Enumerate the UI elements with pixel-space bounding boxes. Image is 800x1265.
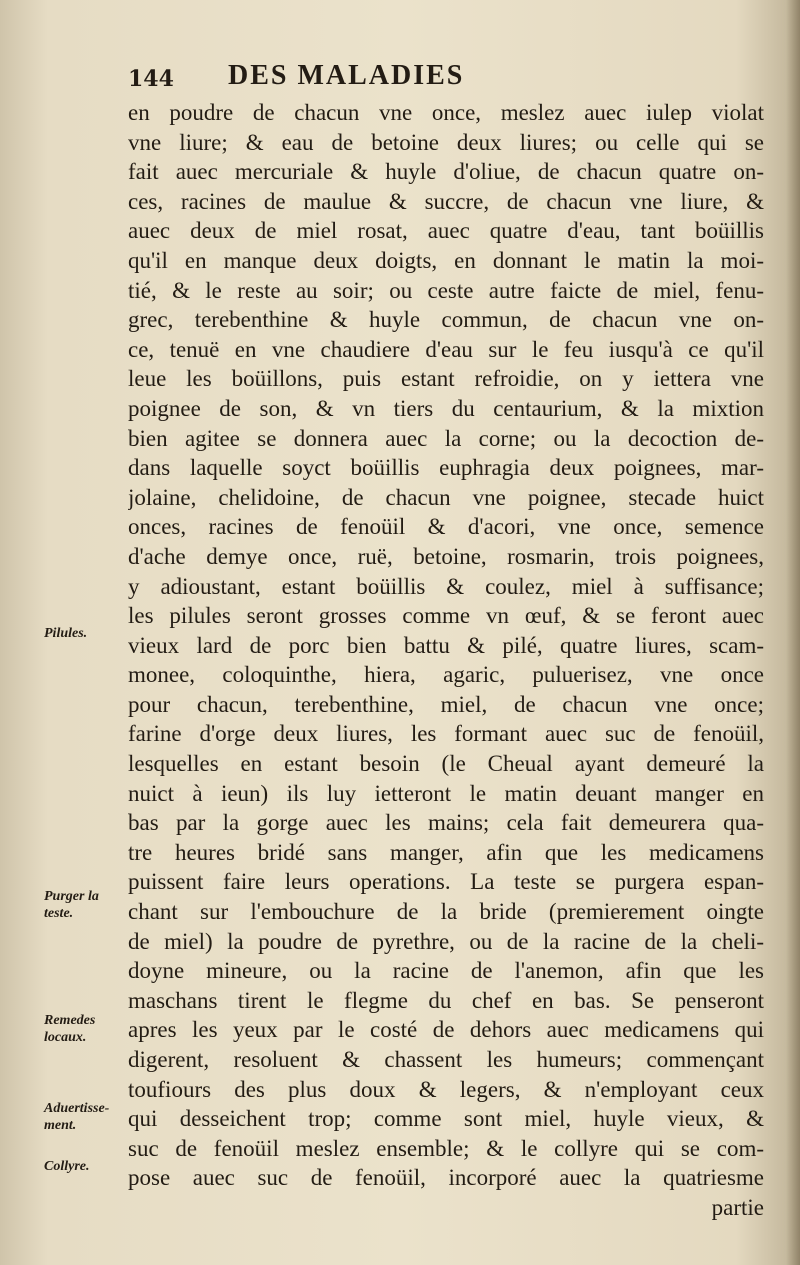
running-head: DES MALADIES xyxy=(228,60,465,91)
text-line: poignee de son, & vn tiers du centaurium, & la mixtion xyxy=(128,395,764,421)
page-gutter-shadow xyxy=(786,0,800,1265)
text-line: d'ache demye once, ruë, betoine, rosmarin, trois poignees, xyxy=(128,543,764,569)
text-line: doyne mineure, ou la racine de l'anemon, afin que les xyxy=(128,958,764,984)
text-line: pour chacun, terebenthine, miel, de chacun vne once; xyxy=(128,691,764,717)
text-line: les pilules seront grosses comme vn œuf, & se feront auec xyxy=(128,603,764,629)
text-line: digerent, resoluent & chassent les humeurs; commençant xyxy=(128,1047,764,1072)
text-line: monee, coloquinthe, hiera, agaric, puluerisez, vne once xyxy=(128,662,764,688)
text-line: vieux lard de porc bien battu & pilé, quatre liures, scam- xyxy=(128,632,764,658)
page-number: 144 xyxy=(128,66,174,92)
text-line: suc de fenoüil meslez ensemble; & le collyre qui se com- xyxy=(128,1135,764,1161)
text-line: pose auec suc de fenoüil, incorporé auec la quatriesme xyxy=(128,1165,764,1191)
text-line: grec, terebenthine & huyle commun, de chacun vne on- xyxy=(128,307,764,333)
text-line: apres les yeux par le costé de dehors auec medicamens qui xyxy=(128,1017,764,1043)
text-line: jolaine, chelidoine, de chacun vne poignee, stecade huict xyxy=(128,484,764,510)
text-line: qui desseichent trop; comme sont miel, huyle vieux, & xyxy=(128,1106,764,1132)
text-line: puissent faire leurs operations. La teste se purgera espan- xyxy=(128,869,764,895)
text-line: en poudre de chacun vne once, meslez auec iulep violat xyxy=(128,100,764,125)
margin-note-remedes-locaux: Remedes locaux. xyxy=(44,1013,96,1045)
page-header xyxy=(128,58,768,98)
text-line: nuict à ieun) ils luy ietteront le matin deuant manger en xyxy=(128,780,764,806)
text-line: auec deux de miel rosat, auec quatre d'eau, tant boüillis xyxy=(128,218,764,244)
text-line: chant sur l'embouchure de la bride (premierement oingte xyxy=(128,899,764,925)
text-line: lesquelles en estant besoin (le Cheual ayant demeuré la xyxy=(128,751,764,777)
body-text xyxy=(128,98,764,1223)
text-line: y adioustant, estant boüillis & coulez, miel à suffisance; xyxy=(128,573,764,599)
margin-note-aduertissement: Aduertisse-ment. xyxy=(44,1101,110,1133)
text-line: leue les boüillons, puis estant refroidie, on y iettera vne xyxy=(128,366,764,392)
text-line: bien agitee se donnera auec la corne; ou la decoction de- xyxy=(128,425,764,451)
margin-note-purger-teste: Purger la teste. xyxy=(44,889,99,921)
text-line: tié, & le reste au soir; ou ceste autre faicte de miel, fenu- xyxy=(128,277,764,303)
text-line: fait auec mercuriale & huyle d'oliue, de chacun quatre on- xyxy=(128,159,764,185)
catchword: partie xyxy=(711,1194,764,1220)
text-line: vne liure; & eau de betoine deux liures; ou celle qui se xyxy=(128,129,764,155)
text-line: maschans tirent le flegme du chef en bas. Se penseront xyxy=(128,987,764,1013)
text-line: dans laquelle soyct boüillis euphragia deux poignees, mar- xyxy=(128,455,764,481)
text-line: de miel) la poudre de pyrethre, ou de la racine de la cheli- xyxy=(128,928,764,954)
text-line: farine d'orge deux liures, les formant auec suc de fenoüil, xyxy=(128,721,764,747)
text-line: onces, racines de fenoüil & d'acori, vne once, semence xyxy=(128,514,764,540)
text-line: toufiours des plus doux & legers, & n'employant ceux xyxy=(128,1076,764,1102)
margin-note-pilules: Pilules. xyxy=(44,626,88,641)
margin-note-collyre: Collyre. xyxy=(44,1159,90,1174)
text-line: qu'il en manque deux doigts, en donnant le matin la moi- xyxy=(128,247,764,273)
text-line: ce, tenuë en vne chaudiere d'eau sur le feu iusqu'à ce qu'il xyxy=(128,336,764,362)
text-line: ces, racines de maulue & succre, de chacun vne liure, & xyxy=(128,188,764,214)
text-line: tre heures bridé sans manger, afin que les medicamens xyxy=(128,839,764,865)
text-line: bas par la gorge auec les mains; cela fait demeurera qua- xyxy=(128,810,764,836)
